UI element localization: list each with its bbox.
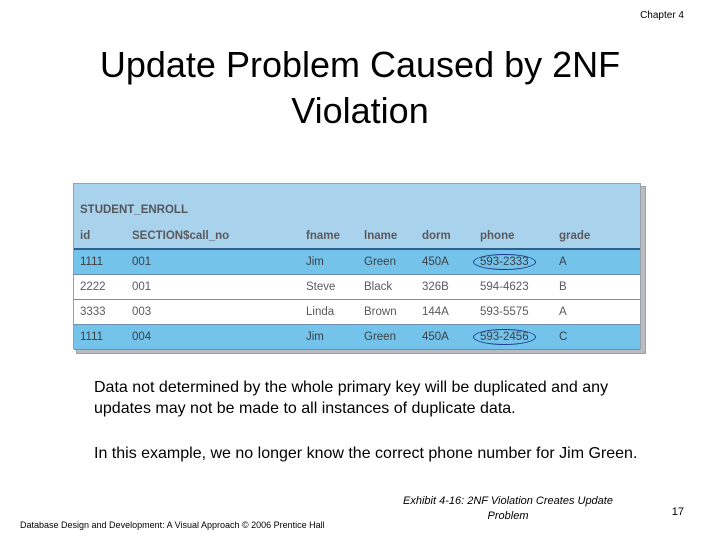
table-cell-circled [474,249,553,275]
table-cell: 004 [126,325,300,350]
table-cell: Jim [300,249,358,275]
table-cell: 1111 [74,249,126,275]
table-cell: 001 [126,249,300,275]
circled-phone: 593-2456 [473,329,536,345]
chapter-label: Chapter 4 [640,10,684,21]
table-cell: 450A [416,249,474,275]
table-cell: 593-5575 [474,300,553,325]
table-cell: Jim [300,325,358,350]
column-header: fname [300,224,358,249]
circled-phone: 593-2333 [473,254,536,270]
table-cell: Green [358,249,416,275]
slide-title [0,42,720,134]
table-cell-circled [474,325,553,350]
exhibit-caption: Exhibit 4-16: 2NF Violation Creates Update Problem [403,495,613,522]
table-row [74,275,640,300]
student-enroll-table [74,224,640,350]
explanation-paragraph: Data not determined by the whole primary key will be duplicated and any updates may not be made to all instances of duplicate data. [94,379,609,417]
table-cell: 594-4623 [474,275,553,300]
table-cell: C [553,325,640,350]
slide-title-line-2: Violation [291,90,429,131]
table-cell: Green [358,325,416,350]
table-cell: B [553,275,640,300]
footer-copyright: Database Design and Development: A Visual Approach © 2006 Prentice Hall [20,520,325,530]
page-number: 17 [671,506,684,518]
table-cell: A [553,300,640,325]
table-row [74,300,640,325]
example-paragraph: In this example, we no longer know the correct phone number for Jim Green. [94,445,638,462]
exhibit-table-figure [73,183,641,349]
column-header: dorm [416,224,474,249]
table-cell: Brown [358,300,416,325]
table-cell: 2222 [74,275,126,300]
table-header-row [74,224,640,249]
table-cell: 003 [126,300,300,325]
table-cell: 326B [416,275,474,300]
table-cell: 001 [126,275,300,300]
table-cell: Black [358,275,416,300]
column-header: SECTION$call_no [126,224,300,249]
column-header: phone [474,224,553,249]
table-row [74,325,640,350]
column-header: grade [553,224,640,249]
table-cell: A [553,249,640,275]
slide-title-line-1: Update Problem Caused by 2NF [99,44,621,85]
column-header: lname [358,224,416,249]
table-cell: Steve [300,275,358,300]
table-cell: Linda [300,300,358,325]
table-cell: 450A [416,325,474,350]
table-cell: 144A [416,300,474,325]
column-header: id [74,224,126,249]
table-name: STUDENT_ENROLL [74,184,640,224]
table-cell: 1111 [74,325,126,350]
table-row [74,249,640,275]
table-cell: 3333 [74,300,126,325]
